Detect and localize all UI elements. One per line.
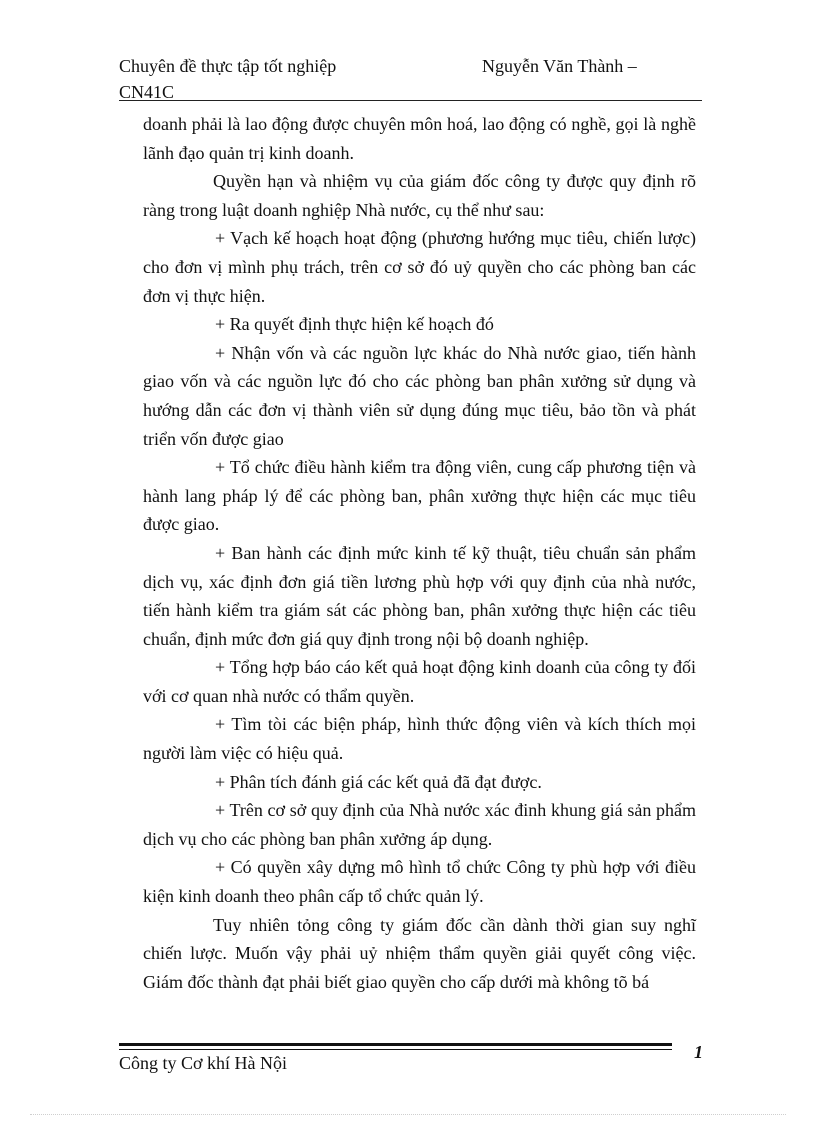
header-left: [119, 53, 336, 105]
list-item: + Tìm tòi các biện pháp, hình thức động viên và kích thích mọi người làm việc có hiệu quả.: [143, 714, 696, 764]
page-bottom-border: [30, 1114, 786, 1115]
header-course-title: Chuyên đề thực tập tốt nghiệp: [119, 56, 337, 76]
list-item: + Vạch kế hoạch hoạt động (phương hướng mục tiêu, chiến lược) cho đơn vị mình phụ trách, trên cơ sở đó uỷ quyền cho các phòng ban các đơn vị thực hiện.: [143, 228, 696, 306]
list-item: + Tổ chức điều hành kiểm tra động viên, cung cấp phương tiện và hành lang pháp lý để các phòng ban, phân xưởng thực hiện các mục tiêu được giao.: [143, 457, 696, 535]
header-author: Nguyễn Văn Thành –: [482, 56, 637, 76]
list-item: + Ra quyết định thực hiện kế hoạch đó: [215, 314, 494, 335]
paragraph: doanh phải là lao động được chuyên môn hoá, lao động có nghề, gọi là nghề lãnh đạo quản trị kinh doanh.: [143, 114, 696, 163]
list-item: + Phân tích đánh giá các kết quả đã đạt được.: [215, 771, 542, 792]
list-item: + Nhận vốn và các nguồn lực khác do Nhà nước giao, tiến hành giao vốn và các nguồn lực đó cho các phòng ban phân xưởng sử dụng và hướng dẫn các đơn vị thành viên sử dụng đúng mục tiêu, bảo tồn và phát triển vốn được giao: [143, 342, 696, 449]
footer-company: Công ty Cơ khí Hà Nội: [119, 1053, 288, 1073]
list-item: + Có quyền xây dựng mô hình tổ chức Công ty phù hợp với điều kiện kinh doanh theo phân cấp tổ chức quản lý.: [143, 857, 696, 907]
footer-rule-thick: [119, 1043, 672, 1046]
list-item: + Ban hành các định mức kinh tế kỹ thuật, tiêu chuẩn sản phẩm dịch vụ, xác định đơn giá tiền lương phù hợp với quy định của nhà nước, tiến hành kiểm tra giám sát các phòng ban, phân xưởng thực hiện các tiêu chuẩn, định mức đơn giá quy định trong nội bộ doanh nghiệp.: [143, 542, 696, 649]
page-number: 1: [694, 1042, 703, 1062]
list-item: + Tổng hợp báo cáo kết quả hoạt động kinh doanh của công ty đối với cơ quan nhà nước có thẩm quyền.: [143, 657, 696, 706]
header-class-code: CN41C: [119, 82, 175, 102]
paragraph: Tuy nhiên tỏng công ty giám đốc cần dành thời gian suy nghĩ chiến lược. Muốn vậy phải uỷ nhiệm thẩm quyền giải quyết công việc. Giám đốc thành đạt phải biết giao quyền cho cấp dưới mà không tõ bá: [143, 914, 696, 992]
header-rule: [119, 100, 702, 101]
footer-rule-thin: [119, 1049, 672, 1050]
paragraph: Quyền hạn và nhiệm vụ của giám đốc công ty được quy định rõ ràng trong luật doanh nghiệp Nhà nước, cụ thể như sau:: [143, 171, 696, 220]
list-item: + Trên cơ sở quy định của Nhà nước xác đinh khung giá sản phẩm dịch vụ cho các phòng ban phân xưởng áp dụng.: [143, 800, 696, 849]
document-body: [143, 110, 696, 996]
